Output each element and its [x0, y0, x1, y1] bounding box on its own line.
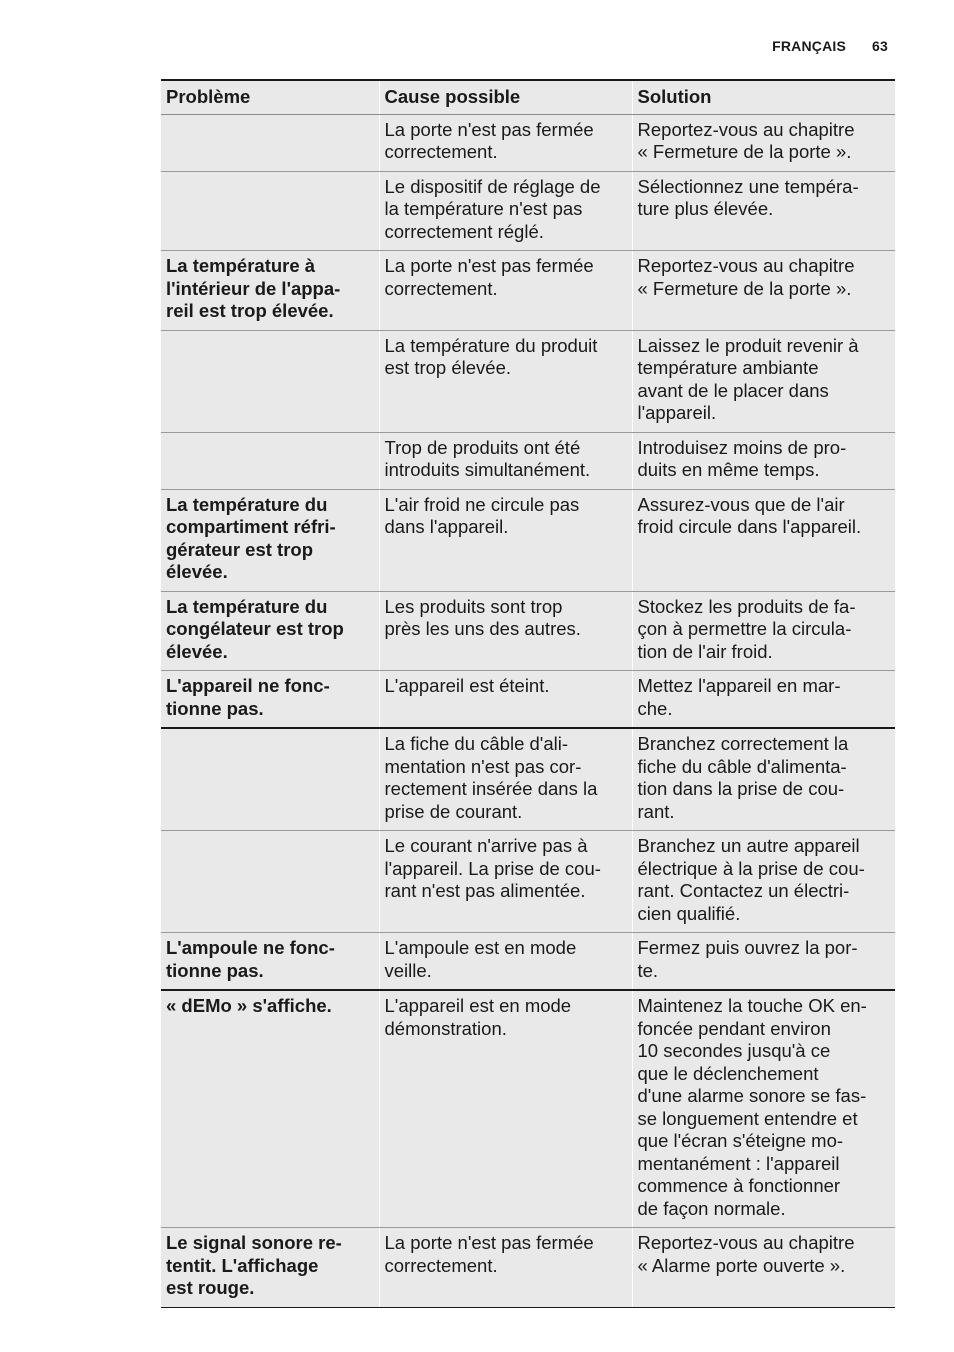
column-header-problem: Problème [161, 80, 379, 114]
solution-cell: Introduisez moins de pro- duits en même temps. [632, 432, 895, 489]
cause-cell: Trop de produits ont été introduits simultanément. [379, 432, 632, 489]
solution-cell: Mettez l'appareil en mar- che. [632, 671, 895, 729]
solution-cell: Maintenez la touche OK en- foncée pendant environ 10 secondes jusqu'à ce que le déclenchement d'une alarme sonore se fas- se longuement entendre et que l'écran s'éteigne mo- mentanément : l'appareil commence à fonctionner de façon normale. [632, 990, 895, 1228]
table-row [161, 1228, 895, 1308]
problem-cell: La température du congélateur est trop élevée. [161, 591, 379, 671]
problem-cell [161, 114, 379, 171]
problem-cell: L'appareil ne fonc- tionne pas. [161, 671, 379, 729]
table-row [161, 990, 895, 1228]
table-row [161, 933, 895, 991]
cause-cell: L'ampoule est en mode veille. [379, 933, 632, 991]
page-number: 63 [872, 38, 888, 54]
table-row [161, 671, 895, 729]
troubleshooting-table [161, 79, 895, 1308]
problem-cell: La température à l'intérieur de l'appa- reil est trop élevée. [161, 251, 379, 331]
cause-cell: La température du produit est trop élevée. [379, 330, 632, 432]
cause-cell: La porte n'est pas fermée correctement. [379, 251, 632, 331]
column-header-cause: Cause possible [379, 80, 632, 114]
table-row [161, 432, 895, 489]
cause-cell: Le courant n'arrive pas à l'appareil. La prise de cou- rant n'est pas alimentée. [379, 831, 632, 933]
page-header [772, 38, 888, 54]
table-row [161, 489, 895, 591]
cause-cell: Les produits sont trop près les uns des autres. [379, 591, 632, 671]
solution-cell: Assurez-vous que de l'air froid circule dans l'appareil. [632, 489, 895, 591]
solution-cell: Branchez correctement la fiche du câble d'alimenta- tion dans la prise de cou- rant. [632, 728, 895, 831]
problem-cell [161, 432, 379, 489]
cause-cell: La fiche du câble d'ali- mentation n'est pas cor- rectement insérée dans la prise de courant. [379, 728, 632, 831]
problem-cell [161, 728, 379, 831]
table-row [161, 728, 895, 831]
table-header-row [161, 80, 895, 114]
solution-cell: Branchez un autre appareil électrique à la prise de cou- rant. Contactez un électri- cien qualifié. [632, 831, 895, 933]
language-label: FRANÇAIS [772, 38, 847, 54]
problem-cell [161, 330, 379, 432]
solution-cell: Reportez-vous au chapitre « Fermeture de la porte ». [632, 114, 895, 171]
problem-cell [161, 171, 379, 251]
table-body [161, 114, 895, 1307]
problem-cell [161, 831, 379, 933]
cause-cell: L'appareil est éteint. [379, 671, 632, 729]
solution-cell: Sélectionnez une tempéra- ture plus élevée. [632, 171, 895, 251]
problem-cell: « dEMo » s'affiche. [161, 990, 379, 1228]
table-row [161, 330, 895, 432]
solution-cell: Stockez les produits de fa- çon à permettre la circula- tion de l'air froid. [632, 591, 895, 671]
cause-cell: L'air froid ne circule pas dans l'appareil. [379, 489, 632, 591]
table-row [161, 591, 895, 671]
table-row [161, 114, 895, 171]
solution-cell: Reportez-vous au chapitre « Fermeture de la porte ». [632, 251, 895, 331]
problem-cell: La température du compartiment réfri- gérateur est trop élevée. [161, 489, 379, 591]
column-header-solution: Solution [632, 80, 895, 114]
solution-cell: Fermez puis ouvrez la por- te. [632, 933, 895, 991]
cause-cell: La porte n'est pas fermée correctement. [379, 1228, 632, 1308]
table-row [161, 831, 895, 933]
problem-cell: L'ampoule ne fonc- tionne pas. [161, 933, 379, 991]
cause-cell: L'appareil est en mode démonstration. [379, 990, 632, 1228]
table-row [161, 171, 895, 251]
solution-cell: Reportez-vous au chapitre « Alarme porte ouverte ». [632, 1228, 895, 1308]
cause-cell: La porte n'est pas fermée correctement. [379, 114, 632, 171]
problem-cell: Le signal sonore re- tentit. L'affichage est rouge. [161, 1228, 379, 1308]
solution-cell: Laissez le produit revenir à température ambiante avant de le placer dans l'appareil. [632, 330, 895, 432]
cause-cell: Le dispositif de réglage de la température n'est pas correctement réglé. [379, 171, 632, 251]
table-row [161, 251, 895, 331]
